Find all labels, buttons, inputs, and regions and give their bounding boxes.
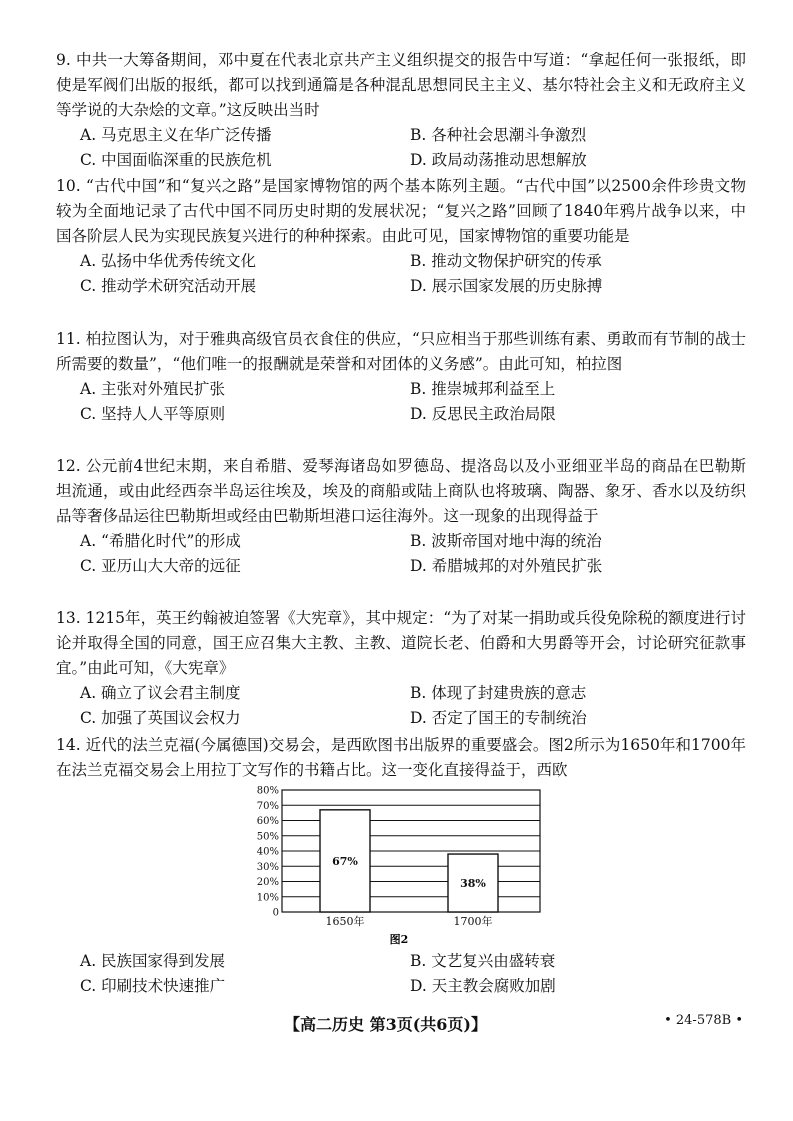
page-number-label: 【高二历史 第3页(共6页)】 [284,1015,487,1034]
option-d: D. 否定了国王的专制统治 [410,709,587,727]
page-footer [0,1012,793,1036]
chart-svg [250,784,550,949]
options-grid [80,249,746,299]
option-a: A. 弘扬中华优秀传统文化 [80,252,257,270]
options-grid [80,681,746,731]
option-b: B. 文艺复兴由盛转衰 [410,952,556,970]
y-tick-label: 80% [256,785,279,797]
x-category-labels [326,914,493,928]
y-tick-label: 40% [256,846,279,858]
exam-code: • 24-578B • [664,1013,743,1028]
option-a: A. 主张对外殖民扩张 [80,380,226,398]
y-tick-label: 30% [256,861,279,873]
option-c: C. 坚持人人平等原则 [80,405,226,423]
option-d: D. 希腊城邦的对外殖民扩张 [410,557,603,575]
option-c: C. 推动学术研究活动开展 [80,277,257,295]
bar-data-label: 38% [460,877,486,891]
option-b: B. 推崇城邦利益至上 [410,380,556,398]
x-category-label: 1650年 [325,915,365,928]
question-13 [56,606,746,731]
option-d: D. 反思民主政治局限 [410,405,556,423]
y-tick-label: 0 [272,907,279,919]
question-stem: 10. “古代中国”和“复兴之路”是国家博物馆的两个基本陈列主题。“古代中国”以2500余件珍贵文物较为全面地记录了古代中国不同历史时期的发展状况；“复兴之路”回顾了1840年鸦片战争以来，中国各阶层人民为实现民族复兴进行的种种探索。由此可见，国家博物馆的重要功能是 [56,177,746,245]
option-b: B. 各种社会思潮斗争激烈 [410,126,587,144]
options-grid [80,949,746,999]
y-tick-label: 60% [256,816,279,827]
question-10 [56,174,746,299]
y-tick-label: 20% [256,877,279,888]
y-tick-labels [257,786,279,919]
question-14-options [56,949,746,999]
question-stem: 11. 柏拉图认为，对于雅典高级官员衣食住的供应，“只应相当于那些训练有素、勇敢而有节制的战士所需要的数量”，“他们唯一的报酬就是荣誉和对团体的义务感”。由此可知，柏拉图 [56,330,746,373]
latin-books-bar-chart [250,784,550,949]
option-b: B. 波斯帝国对地中海的统治 [410,532,602,550]
option-c: C. 加强了英国议会权力 [80,709,241,727]
question-stem: 12. 公元前4世纪末期，来自希腊、爱琴海诸岛如罗德岛、提洛岛以及小亚细亚半岛的商品在巴勒斯坦流通，或由此经西奈半岛运往埃及，埃及的商船或陆上商队也将玻璃、陶器、象牙、香水以及纺织品等奢侈品运往巴勒斯坦或经由巴勒斯坦港口运往海外。这一现象的出现得益于 [56,457,746,525]
options-grid [80,529,746,579]
options-grid [80,377,746,427]
question-stem: 9. 中共一大筹备期间，邓中夏在代表北京共产主义组织提交的报告中写道：“拿起任何一张报纸，即使是军阀们出版的报纸，都可以找到通篇是各种混乱思想同民主主义、基尔特社会主义和无政府主义等学说的大杂烩的文章。”这反映出当时 [56,51,746,119]
question-9 [56,48,746,173]
option-d: D. 展示国家发展的历史脉搏 [410,277,603,295]
option-b: B. 体现了封建贵族的意志 [410,684,587,702]
option-a: A. 马克思主义在华广泛传播 [80,126,272,144]
option-d: D. 天主教会腐败加剧 [410,977,556,995]
y-tick-label: 70% [256,800,279,812]
question-12 [56,454,746,579]
option-c: C. 亚历山大大帝的远征 [80,557,241,575]
question-stem: 14. 近代的法兰克福(今属德国)交易会，是西欧图书出版界的重要盛会。图2所示为1650年和1700年在法兰克福交易会上用拉丁文写作的书籍占比。这一变化直接得益于，西欧 [56,736,746,779]
option-d: D. 政局动荡推动思想解放 [410,151,587,169]
x-category-label: 1700年 [453,915,493,928]
option-a: A. “希腊化时代”的形成 [80,532,241,550]
y-tick-label: 10% [256,892,279,904]
option-a: A. 民族国家得到发展 [80,952,226,970]
question-14 [56,733,746,783]
option-a: A. 确立了议会君主制度 [80,684,241,702]
option-c: C. 印刷技术快速推广 [80,977,226,995]
question-stem: 13. 1215年，英王约翰被迫签署《大宪章》，其中规定：“为了对某一捐助或兵役免除税的额度进行讨论并取得全国的同意，国王应召集大主教、主教、道院长老、伯爵和大男爵等开会，讨论研究征款事宜。”由此可知，《大宪章》 [56,609,746,677]
options-grid [80,123,746,173]
option-c: C. 中国面临深重的民族危机 [80,151,272,169]
chart-caption: 图2 [389,933,409,946]
bar-data-label: 67% [332,854,358,868]
option-b: B. 推动文物保护研究的传承 [410,252,602,270]
question-11 [56,327,746,427]
y-tick-label: 50% [256,831,279,843]
